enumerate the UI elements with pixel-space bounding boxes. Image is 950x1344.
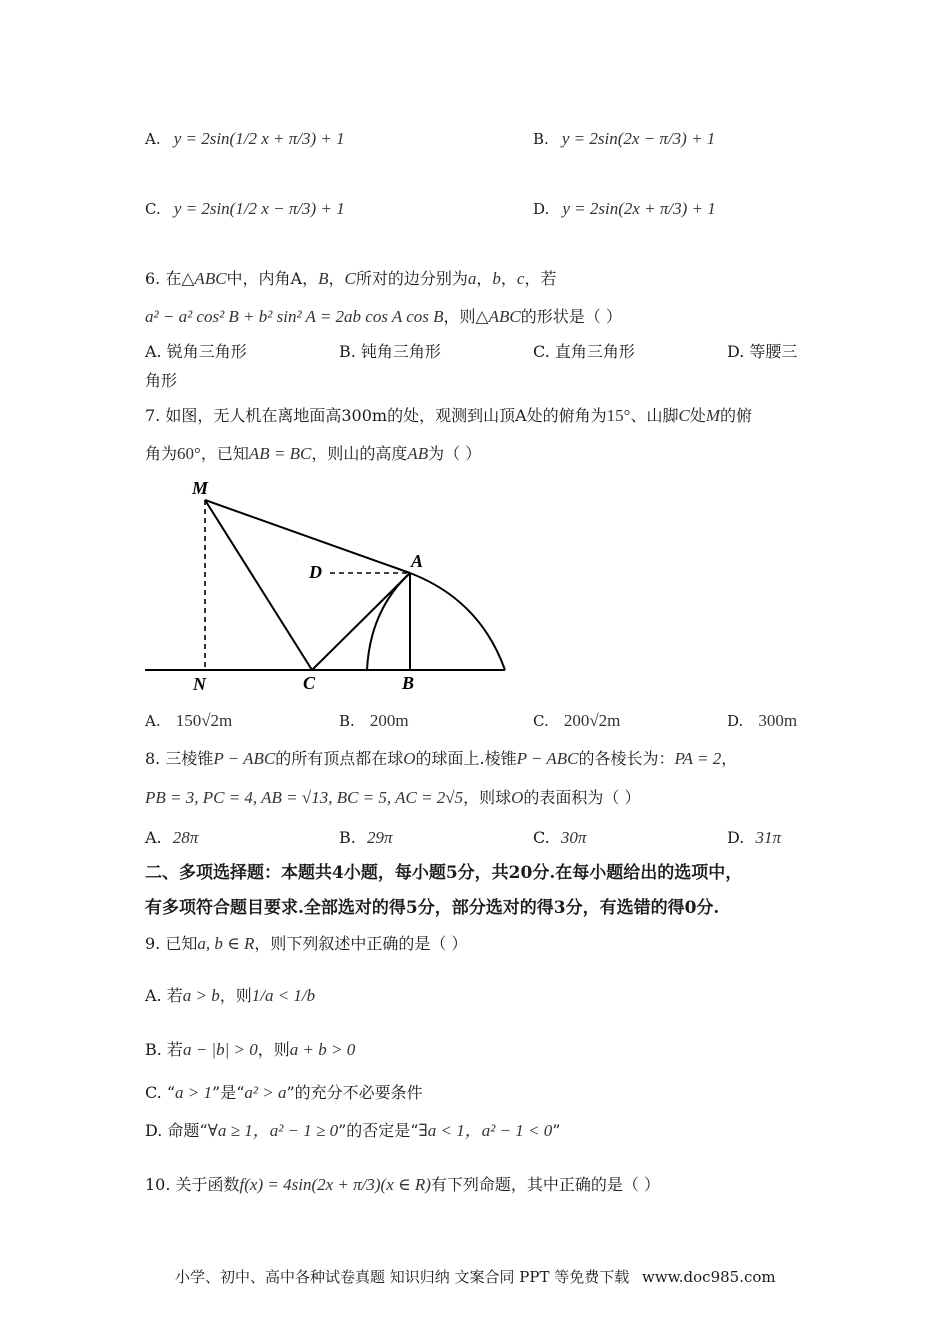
var-c-upper: C bbox=[344, 269, 356, 288]
var-c: c bbox=[516, 269, 525, 288]
stem-text: ，若 bbox=[524, 269, 557, 288]
q6-stem-line1: 6. 在△ABC中，内角A，B，C所对的边分别为a，b，c，若 bbox=[145, 269, 557, 288]
option-value: 150√2m bbox=[175, 711, 233, 730]
option-value: 200√2m bbox=[563, 711, 621, 730]
footer bbox=[175, 1266, 776, 1288]
q7-option-a bbox=[145, 710, 232, 732]
pyramid-pabc: P − ABC bbox=[516, 749, 579, 768]
q9-option-d bbox=[145, 1120, 560, 1142]
formula: y = 2sin(1/2 x − π/3) + 1 bbox=[173, 199, 345, 218]
q5-option-d bbox=[533, 198, 716, 220]
var-m: M bbox=[705, 406, 720, 425]
proposition: ∀a ≥ 1，a² − 1 ≥ 0 bbox=[207, 1121, 339, 1140]
edge-lengths: PB = 3, PC = 4, AB = √13, BC = 5, AC = 2√5 bbox=[145, 788, 464, 807]
q7-figure bbox=[140, 475, 520, 700]
q6-option-b: B. 钝角三角形 bbox=[339, 342, 441, 361]
q9-option-b bbox=[145, 1039, 355, 1061]
option-label: D. bbox=[533, 200, 550, 218]
q8-stem-line1 bbox=[145, 748, 737, 770]
option-label: C. bbox=[145, 200, 161, 218]
option-label: D. bbox=[727, 828, 745, 847]
label-a: A bbox=[411, 551, 424, 571]
footer-url[interactable]: www.doc985.com bbox=[642, 1268, 776, 1286]
q8-option-d bbox=[727, 827, 781, 849]
pyramid-pabc: P − ABC bbox=[213, 749, 276, 768]
formula: y = 2sin(2x + π/3) + 1 bbox=[562, 199, 716, 218]
q10-function: f(x) = 4sin(2x + π/3)(x ∈ R) bbox=[239, 1175, 431, 1194]
q6-option-a: A. 锐角三角形 bbox=[145, 342, 247, 361]
q8-option-b bbox=[339, 827, 392, 849]
q9-condition: a, b ∈ R bbox=[197, 934, 255, 953]
line-mc bbox=[205, 500, 312, 670]
q8-option-c bbox=[533, 827, 586, 849]
option-prefix: B. 若 bbox=[145, 1040, 183, 1059]
stem-text: ”的否定是“ bbox=[338, 1121, 419, 1140]
option-prefix: C. “ bbox=[145, 1083, 176, 1102]
triangle-abc: △ABC bbox=[475, 307, 521, 326]
q5-option-c bbox=[145, 198, 345, 220]
stem-text: ”的充分不必要条件 bbox=[286, 1083, 423, 1102]
stem-text: 9. 已知 bbox=[145, 934, 198, 953]
stem-text: 的表面积为（ ） bbox=[523, 788, 641, 807]
section2-heading-line1: 二、多项选择题：本题共4小题，每小题5分，共20分.在每小题给出的选项中， bbox=[145, 863, 743, 883]
edge-pa: PA = 2 bbox=[674, 749, 722, 768]
label-m: M bbox=[192, 478, 209, 498]
stem-text: 所对的边分别为 bbox=[355, 269, 468, 288]
option-label: A. bbox=[145, 828, 162, 847]
option-label: B. bbox=[339, 828, 356, 847]
option-value: 29π bbox=[366, 828, 393, 847]
stem-text: ，则 bbox=[257, 1040, 290, 1059]
stem-text: ，已知 bbox=[200, 444, 249, 463]
conclusion: a + b > 0 bbox=[289, 1040, 356, 1059]
line-ma bbox=[205, 500, 410, 573]
stem-text: 、山脚 bbox=[630, 406, 679, 425]
stem-text: ，则下列叙述中正确的是（ ） bbox=[254, 934, 468, 953]
option-prefix: D. 命题“ bbox=[145, 1121, 208, 1140]
formula: y = 2sin(1/2 x + π/3) + 1 bbox=[173, 129, 345, 148]
stem-text: 中，内角A， bbox=[226, 269, 319, 288]
stem-text: ，则 bbox=[443, 307, 476, 326]
label-d: D bbox=[309, 562, 322, 582]
conclusion: 1/a < 1/b bbox=[251, 986, 316, 1005]
option-prefix: A. 若 bbox=[145, 986, 183, 1005]
angle-60: 60° bbox=[177, 444, 201, 463]
triangle-abc: △ABC bbox=[181, 269, 227, 288]
mountain-left-slope bbox=[367, 573, 410, 670]
q7-option-d bbox=[727, 710, 797, 732]
q7-option-c bbox=[533, 710, 620, 732]
condition-ab-bc: AB = BC bbox=[248, 444, 312, 463]
q9-stem bbox=[145, 933, 467, 955]
option-label: A. bbox=[145, 130, 161, 148]
stem-text: 的球面上.棱锥 bbox=[415, 749, 517, 768]
var-a: a bbox=[467, 269, 477, 288]
condition: a > b bbox=[182, 986, 220, 1005]
q6-stem-line2 bbox=[145, 306, 622, 328]
var-o: O bbox=[511, 788, 524, 807]
option-label: C. bbox=[533, 712, 549, 730]
q9-option-c bbox=[145, 1082, 423, 1104]
option-label: B. bbox=[533, 130, 549, 148]
q6-option-d-cont: 角形 bbox=[145, 371, 178, 390]
stem-text: ，则球 bbox=[463, 788, 512, 807]
var-b: b bbox=[492, 269, 501, 288]
condition: a > 1 bbox=[175, 1083, 213, 1102]
q5-option-a bbox=[145, 128, 345, 150]
var-b-upper: B bbox=[318, 269, 329, 288]
option-label: B. bbox=[339, 712, 355, 730]
var-o: O bbox=[403, 749, 416, 768]
stem-text: 有下列命题，其中正确的是（ ） bbox=[430, 1175, 660, 1194]
option-value: 200m bbox=[369, 711, 409, 730]
mountain-right-slope bbox=[410, 573, 505, 670]
footer-text: 小学、初中、高中各种试卷真题 知识归纳 文案合同 PPT 等免费下载 bbox=[175, 1268, 630, 1286]
q7-stem-line1 bbox=[145, 405, 752, 427]
q7-stem-line2 bbox=[145, 443, 481, 465]
stem-text: ，则 bbox=[219, 986, 252, 1005]
stem-text: ” bbox=[552, 1121, 561, 1140]
q6-option-c: C. 直角三角形 bbox=[533, 342, 635, 361]
var-ab: AB bbox=[407, 444, 429, 463]
stem-text: ， bbox=[721, 749, 738, 768]
stem-text: 处 bbox=[689, 406, 706, 425]
stem-text: ，则山的高度 bbox=[311, 444, 408, 463]
var-c: C bbox=[678, 406, 690, 425]
formula: y = 2sin(2x − π/3) + 1 bbox=[561, 129, 716, 148]
option-value: 31π bbox=[755, 828, 781, 847]
q6-option-d: D. 等腰三 bbox=[727, 342, 798, 361]
stem-text: 10. 关于函数 bbox=[145, 1175, 240, 1194]
label-b: B bbox=[402, 673, 415, 693]
stem-text: 为（ ） bbox=[428, 444, 482, 463]
q6-number: 6. 在 bbox=[145, 269, 182, 288]
stem-text: 的形状是（ ） bbox=[520, 307, 622, 326]
q8-option-a bbox=[145, 827, 198, 849]
q7-option-b bbox=[339, 710, 409, 732]
section2-heading-line2: 有多项符合题目要求.全部选对的得5分，部分选对的得3分，有选错的得0分. bbox=[145, 898, 720, 918]
q10-stem bbox=[145, 1174, 660, 1196]
option-value: 300m bbox=[758, 711, 798, 730]
condition: a − |b| > 0 bbox=[182, 1040, 258, 1059]
stem-text: 角为 bbox=[145, 444, 178, 463]
q5-option-b bbox=[533, 128, 715, 150]
stem-text: ”是“ bbox=[212, 1083, 245, 1102]
stem-text: 的所有顶点都在球 bbox=[275, 749, 404, 768]
q9-option-a bbox=[145, 985, 315, 1007]
stem-text: 7. 如图，无人机在离地面高300m的处，观测到山顶A处的俯角为 bbox=[145, 406, 607, 425]
stem-text: 的各棱长为： bbox=[578, 749, 675, 768]
negation: ∃a < 1，a² − 1 < 0 bbox=[418, 1121, 553, 1140]
q6-equation: a² − a² cos² B + b² sin² A = 2ab cos A cos B bbox=[145, 307, 444, 326]
q8-stem-line2 bbox=[145, 787, 641, 809]
option-label: C. bbox=[533, 828, 550, 847]
label-n: N bbox=[193, 674, 206, 694]
label-c: C bbox=[303, 673, 316, 693]
stem-text: 8. 三棱锥 bbox=[145, 749, 214, 768]
condition: a² > a bbox=[244, 1083, 287, 1102]
option-label: D. bbox=[727, 712, 744, 730]
stem-text: 的俯 bbox=[719, 406, 752, 425]
option-label: A. bbox=[145, 712, 161, 730]
angle-15: 15° bbox=[606, 406, 631, 425]
option-value: 30π bbox=[560, 828, 587, 847]
option-value: 28π bbox=[172, 828, 199, 847]
